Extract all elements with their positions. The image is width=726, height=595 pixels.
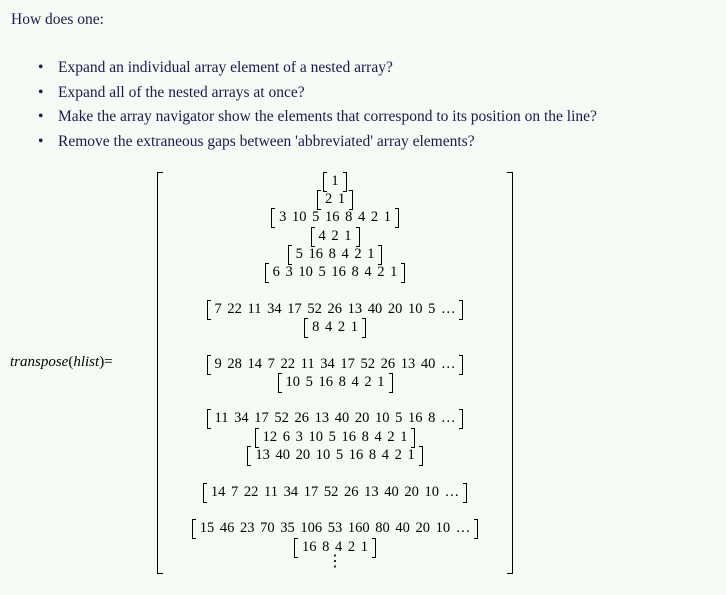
- element-values: 9 28 14 7 22 11 34 17 52 26 13 40 …: [214, 356, 456, 372]
- element-values: 13 40 20 10 5 16 8 4 2 1: [255, 447, 415, 463]
- open-paren: (: [68, 354, 74, 370]
- element-right-bracket: [463, 483, 467, 503]
- element-right-bracket: [401, 263, 405, 283]
- element-values: 1: [331, 173, 339, 189]
- element-left-bracket: [203, 483, 207, 503]
- element-left-bracket: [192, 519, 196, 539]
- element-values: 14 7 22 11 34 17 52 26 13 40 20 10 …: [210, 484, 460, 500]
- array-element[interactable]: [150, 445, 520, 465]
- array-element[interactable]: [150, 299, 520, 319]
- array-element[interactable]: [150, 354, 520, 374]
- element-values: 12 6 3 10 5 16 8 4 2 1: [262, 429, 408, 445]
- element-left-bracket: [304, 318, 308, 338]
- element-values: 2 1: [324, 191, 346, 207]
- list-item: • Remove the extraneous gaps between 'abbreviated' array elements?: [38, 132, 597, 157]
- element-right-bracket: [362, 318, 366, 338]
- element-values: 15 46 23 70 35 106 53 160 80 40 20 10 …: [199, 520, 471, 536]
- math-expression-lhs[interactable]: [10, 354, 113, 371]
- question-list: [38, 58, 597, 156]
- function-argument: hlist: [73, 354, 100, 370]
- vertical-ellipsis: ⋮: [327, 553, 343, 570]
- element-left-bracket: [271, 208, 275, 228]
- element-values: 5 16 8 4 2 1: [295, 246, 375, 262]
- element-values: 16 8 4 2 1: [302, 539, 368, 555]
- element-values: 4 2 1: [318, 228, 352, 244]
- array-element[interactable]: [150, 482, 520, 502]
- element-right-bracket: [474, 519, 478, 539]
- element-values: 11 34 17 52 26 13 40 20 10 5 16 8 …: [214, 410, 456, 426]
- element-right-bracket: [395, 208, 399, 228]
- array-element[interactable]: [150, 518, 520, 538]
- array-element[interactable]: [150, 427, 520, 447]
- array-element[interactable]: [150, 262, 520, 282]
- list-item: • Make the array navigator show the elements that correspond to its position on the line?: [38, 107, 597, 132]
- element-left-bracket: [278, 373, 282, 393]
- array-element[interactable]: [150, 244, 520, 264]
- element-left-bracket: [265, 263, 269, 283]
- list-item: • Expand all of the nested arrays at once?: [38, 83, 597, 108]
- element-right-bracket: [389, 373, 393, 393]
- element-left-bracket: [207, 409, 211, 429]
- array-element[interactable]: [150, 408, 520, 428]
- array-element[interactable]: [150, 372, 520, 392]
- close-paren: ): [99, 354, 105, 370]
- function-name: transpose: [10, 354, 69, 370]
- element-values: 3 10 5 16 8 4 2 1: [279, 209, 391, 225]
- array-element[interactable]: [150, 207, 520, 227]
- array-element[interactable]: [150, 317, 520, 337]
- element-right-bracket: [419, 446, 423, 466]
- question-text: How does one:: [11, 11, 104, 28]
- element-values: 8 4 2 1: [312, 319, 358, 335]
- element-values: 6 3 10 5 16 8 4 2 1: [272, 264, 398, 280]
- equals-sign: =: [104, 354, 113, 370]
- array-element[interactable]: [150, 226, 520, 246]
- array-element[interactable]: [150, 189, 520, 209]
- element-left-bracket: [247, 446, 251, 466]
- element-values: 7 22 11 34 17 52 26 13 40 20 10 5 …: [214, 301, 456, 317]
- element-values: 10 5 16 8 4 2 1: [285, 374, 385, 390]
- element-right-bracket: [459, 409, 463, 429]
- array-element[interactable]: [150, 171, 520, 191]
- list-item: • Expand an individual array element of a nested array?: [38, 58, 597, 83]
